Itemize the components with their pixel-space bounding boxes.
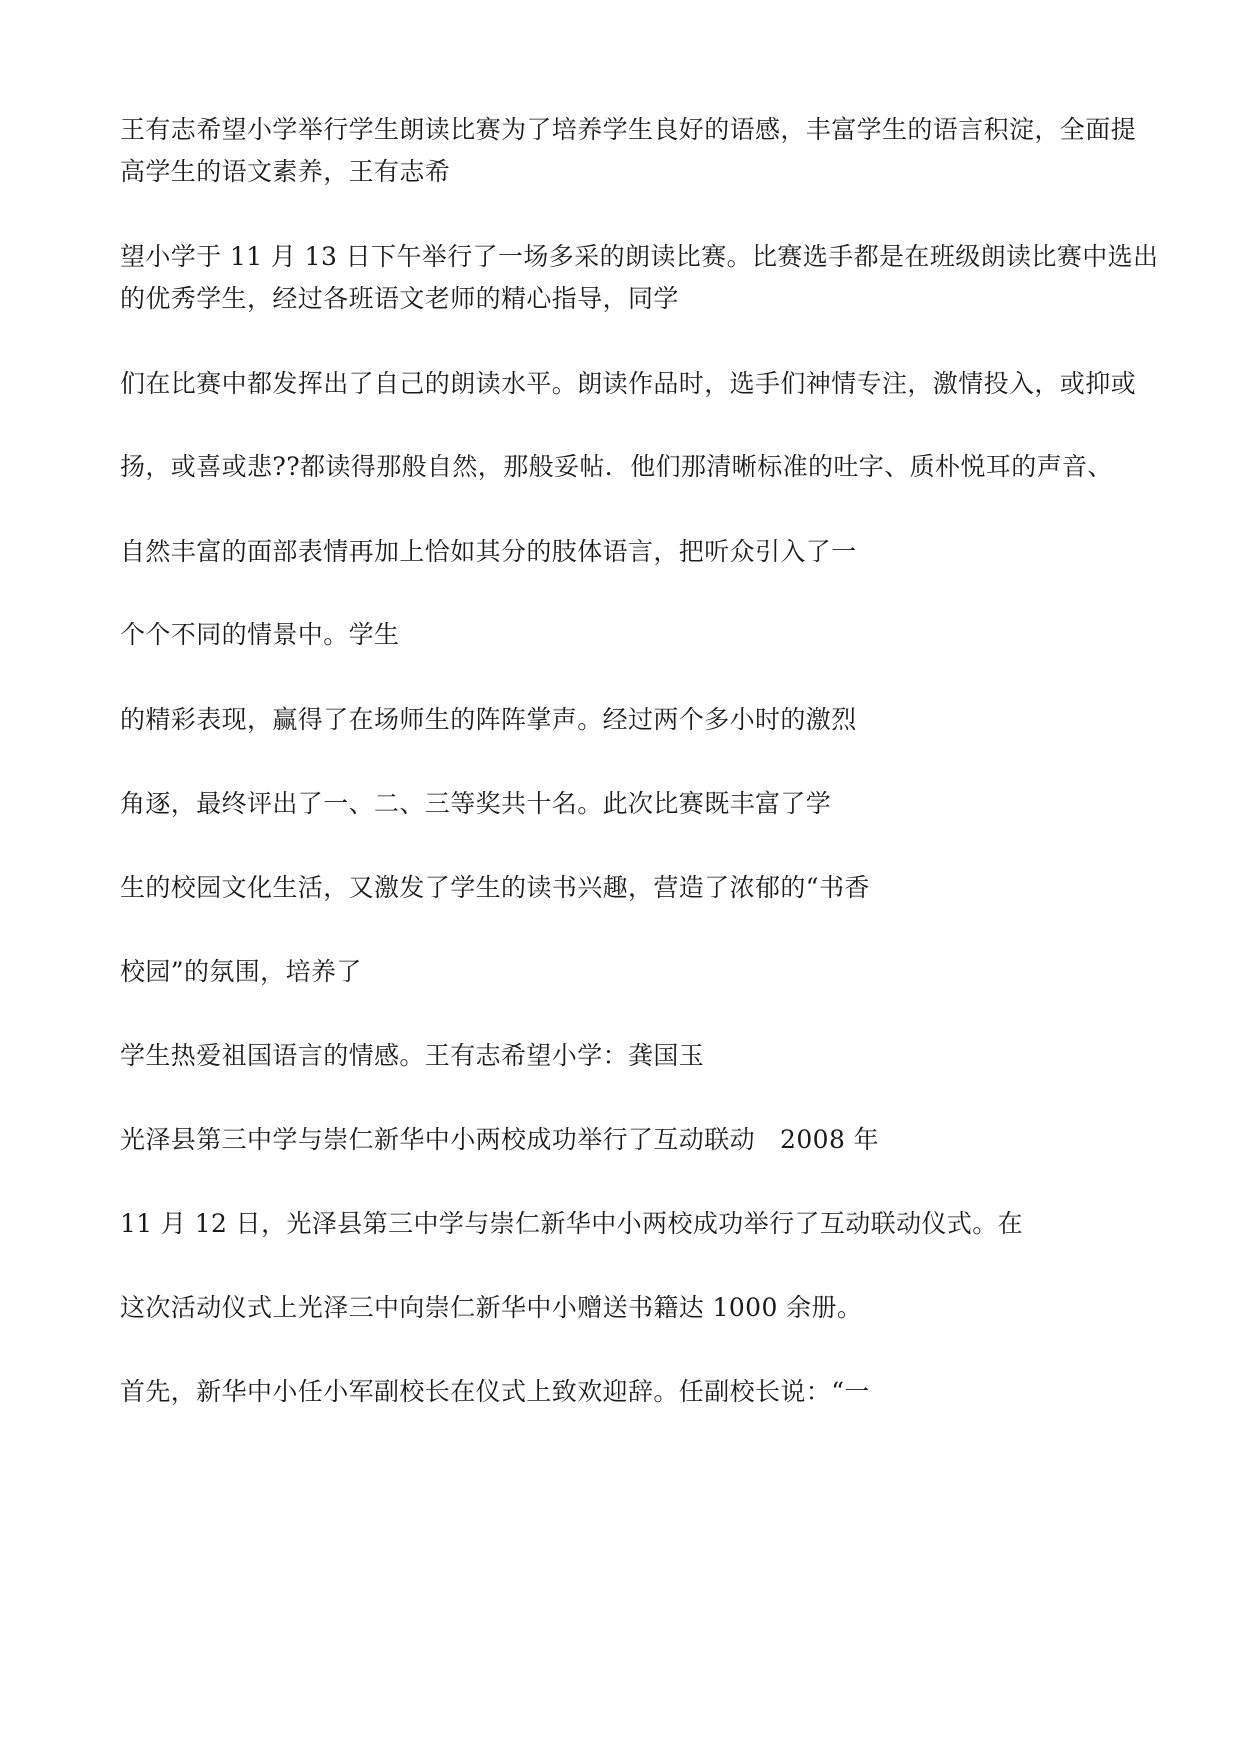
text-line: 的精彩表现，赢得了在场师生的阵阵掌声。经过两个多小时的激烈 (120, 705, 857, 734)
text-line: 们在比赛中都发挥出了自己的朗读水平。朗读作品时，选手们神情专注，激情投入，或抑或 (120, 369, 1137, 398)
text-line: 学生热爱祖国语言的情感。王有志希望小学：龚国玉 (120, 1041, 705, 1070)
text-line: 自然丰富的面部表情再加上恰如其分的肢体语言，把听众引入了一 (120, 537, 857, 566)
text-line: 的优秀学生，经过各班语文老师的精心指导，同学 (120, 284, 679, 313)
text-line: 生的校园文化生活，又激发了学生的读书兴趣，营造了浓郁的“书香 (120, 873, 870, 902)
text-line: 高学生的语文素养，王有志希 (120, 157, 451, 186)
text-line: 扬，或喜或悲??都读得那般自然，那般妥帖．他们那清晰标准的吐字、质朴悦耳的声音、 (120, 452, 1113, 481)
text-line: 个个不同的情景中。学生 (120, 620, 400, 649)
text-line: 王有志希望小学举行学生朗读比赛为了培养学生良好的语感，丰富学生的语言积淀，全面提 (120, 115, 1137, 144)
text-line: 角逐，最终评出了一、二、三等奖共十名。此次比赛既丰富了学 (120, 789, 832, 818)
text-line: 光泽县第三中学与崇仁新华中小两校成功举行了互动联动 2008 年 (120, 1125, 880, 1154)
text-line: 这次活动仪式上光泽三中向崇仁新华中小赠送书籍达 1000 余册。 (120, 1293, 863, 1322)
text-line: 11 月 12 日，光泽县第三中学与崇仁新华中小两校成功举行了互动联动仪式。在 (120, 1209, 1024, 1238)
text-line: 首先，新华中小任小军副校长在仪式上致欢迎辞。任副校长说：“一 (120, 1377, 870, 1406)
text-line: 望小学于 11 月 13 日下午举行了一场多采的朗读比赛。比赛选手都是在班级朗读比赛中选出 (120, 242, 1159, 271)
text-line: 校园”的氛围，培养了 (120, 957, 362, 986)
